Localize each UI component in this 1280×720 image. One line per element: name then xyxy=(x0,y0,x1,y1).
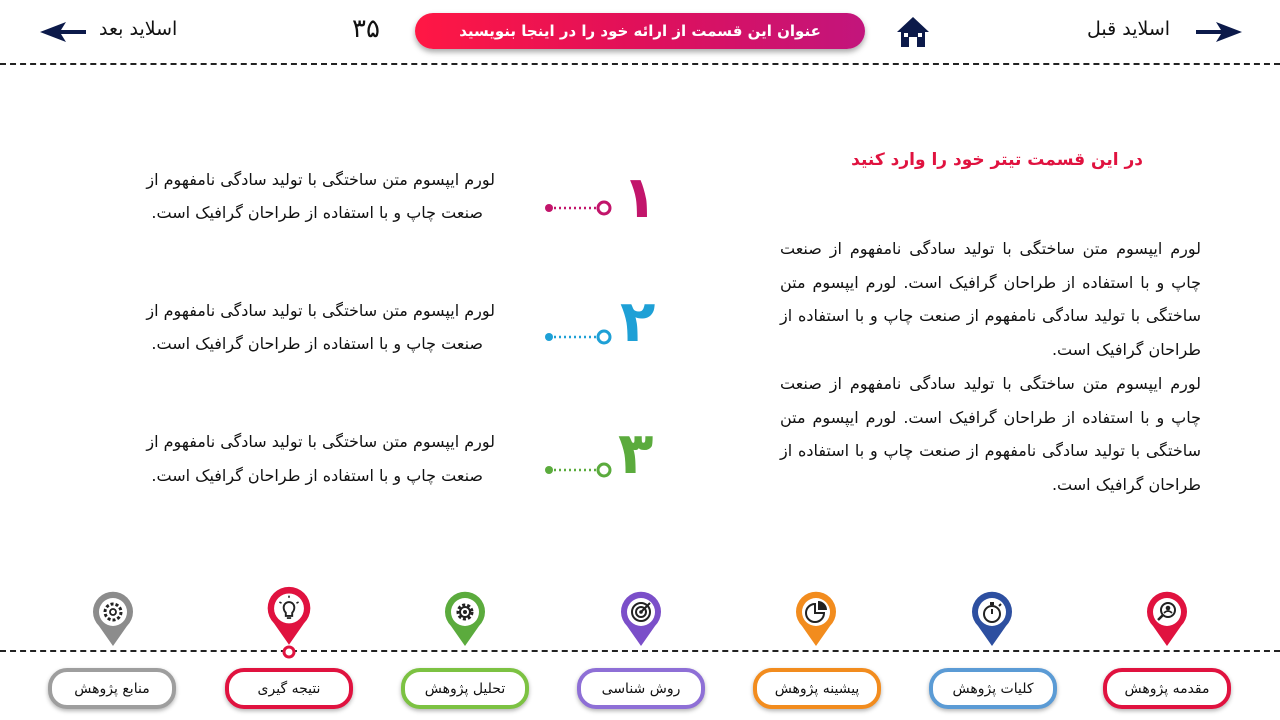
body-paragraph-2: لورم ایپسوم متن ساختگی با تولید سادگی نامفهوم از صنعت چاپ و با استفاده از طراحان گرافیک است. لورم ایپسوم متن ساختگی با تولید سادگی نامفهوم از صنعت چاپ و با استفاده از طراحان گرافیک است. xyxy=(780,374,1201,494)
body-paragraph-1: لورم ایپسوم متن ساختگی با تولید سادگی نامفهوم از صنعت چاپ و با استفاده از طراحان گرافیک است. لورم ایپسوم متن ساختگی با تولید سادگی نامفهوم از صنعت چاپ و با استفاده از طراحان گرافیک است. xyxy=(780,239,1201,359)
item-number: ۳ xyxy=(618,419,654,487)
section-title: در این قسمت تیتر خود را وارد کنید xyxy=(851,150,1143,170)
lightbulb-icon[interactable] xyxy=(265,585,313,649)
item-text-line2: صنعت چاپ و با استفاده از طراحان گرافیک است. xyxy=(151,203,483,222)
next-arrow-icon[interactable] xyxy=(40,20,86,44)
nav-button-conclusion[interactable]: نتیجه گیری xyxy=(225,668,353,709)
stopwatch-icon[interactable] xyxy=(970,590,1014,650)
item-text-line1: لورم ایپسوم متن ساختگی با تولید سادگی نامفهوم از xyxy=(146,432,495,451)
item-number: ۲ xyxy=(620,287,656,355)
target-icon[interactable] xyxy=(619,590,663,650)
page-number: ۳۵ xyxy=(352,14,380,44)
bottom-divider xyxy=(0,650,1280,652)
nav-button-background[interactable]: پیشینه پژوهش xyxy=(753,668,881,709)
nav-button-methodology[interactable]: روش شناسی xyxy=(577,668,705,709)
nav-button-generalities[interactable]: کلیات پژوهش xyxy=(929,668,1057,709)
gear-badge-icon[interactable] xyxy=(91,590,135,650)
search-person-icon[interactable] xyxy=(1145,590,1189,650)
item-text-line1: لورم ایپسوم متن ساختگی با تولید سادگی نامفهوم از xyxy=(146,170,495,189)
prev-arrow-icon[interactable] xyxy=(1196,20,1242,44)
item-text-line2: صنعت چاپ و با استفاده از طراحان گرافیک است. xyxy=(151,466,483,485)
item-text-line1: لورم ایپسوم متن ساختگی با تولید سادگی نامفهوم از xyxy=(146,301,495,320)
top-divider xyxy=(0,63,1280,65)
prev-slide-link[interactable]: اسلاید قبل xyxy=(1087,18,1171,40)
pie-chart-icon[interactable] xyxy=(794,590,838,650)
slide-title-banner: عنوان این قسمت از ارائه خود را در اینجا بنویسید xyxy=(415,13,865,49)
active-marker-dot-icon xyxy=(282,645,296,659)
dotted-connector-icon xyxy=(542,328,614,346)
dotted-connector-icon xyxy=(542,199,614,217)
next-slide-link[interactable]: اسلاید بعد xyxy=(99,18,178,40)
nav-button-references[interactable]: منابع پژوهش xyxy=(48,668,176,709)
item-number: ۱ xyxy=(622,163,658,231)
item-text-line2: صنعت چاپ و با استفاده از طراحان گرافیک است. xyxy=(151,334,483,353)
gear-icon[interactable] xyxy=(443,590,487,650)
home-icon[interactable] xyxy=(896,16,930,48)
dotted-connector-icon xyxy=(542,461,614,479)
nav-button-analysis[interactable]: تحلیل پژوهش xyxy=(401,668,529,709)
nav-button-introduction[interactable]: مقدمه پژوهش xyxy=(1103,668,1231,709)
